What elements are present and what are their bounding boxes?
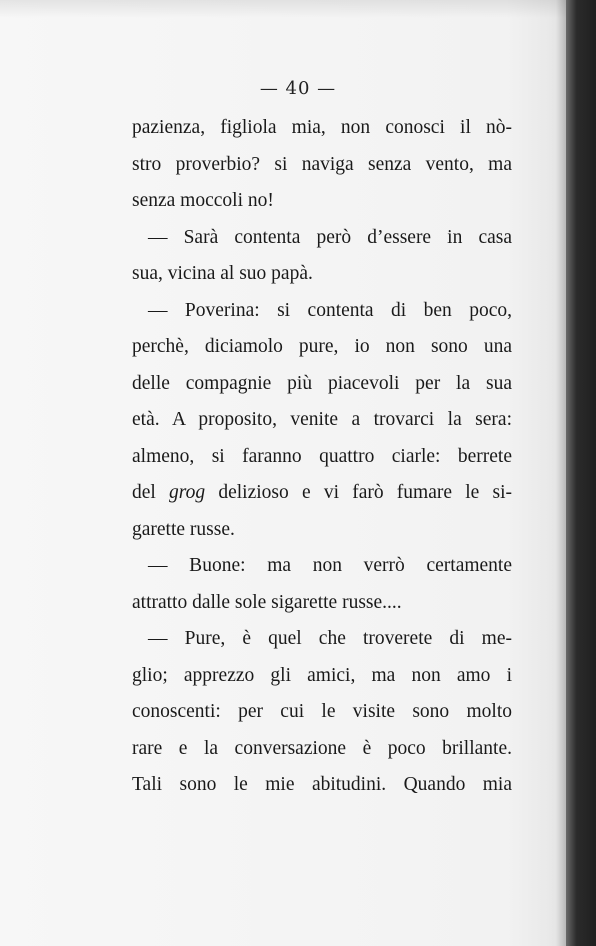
text-line-11 (132, 475, 512, 512)
book-binding-edge (566, 0, 596, 946)
italic-word-grog: grog (169, 482, 206, 503)
text-line-12: garette russe. (132, 518, 235, 540)
text-line-10: almeno, si faranno quattro ciarle: berrete (132, 445, 512, 467)
text-line-4: — Sarà contenta però d’essere in casa (148, 226, 512, 248)
text-line-16: glio; apprezzo gli amici, ma non amo i (132, 664, 512, 686)
text-line-18: rare e la conversazione è poco brillante. (132, 737, 512, 759)
text-line-19: Tali sono le mie abitudini. Quando mia (132, 774, 512, 795)
page-number: — 40 — (259, 78, 337, 99)
text-line-6: — Poverina: si contenta di ben poco, (148, 299, 512, 321)
text-line-11-post: delizioso e vi farò fumare le si- (205, 482, 512, 503)
text-line-14: attratto dalle sole sigarette russe.... (132, 591, 402, 613)
text-line-8: delle compagnie più piacevoli per la sua (132, 372, 512, 394)
body-text (132, 110, 512, 804)
text-line-15: — Pure, è quel che troverete di me- (148, 628, 512, 649)
page-top-shadow (0, 0, 596, 18)
text-line-2: stro proverbio? si naviga senza vento, ma (132, 153, 512, 175)
text-line-17: conoscenti: per cui le visite sono molto (132, 701, 512, 722)
text-line-11-pre: del (132, 482, 170, 503)
text-line-1: pazienza, figliola mia, non conosci il nò- (132, 117, 512, 138)
text-line-7: perchè, diciamolo pure, io non sono una (132, 336, 512, 357)
text-line-3: senza moccoli no! (132, 190, 274, 211)
binding-shadow (556, 0, 566, 946)
text-line-9: età. A proposito, venite a trovarci la sera: (132, 409, 512, 430)
text-line-5: sua, vicina al suo papà. (132, 263, 313, 284)
text-line-13: — Buone: ma non verrò certamente (148, 555, 512, 576)
